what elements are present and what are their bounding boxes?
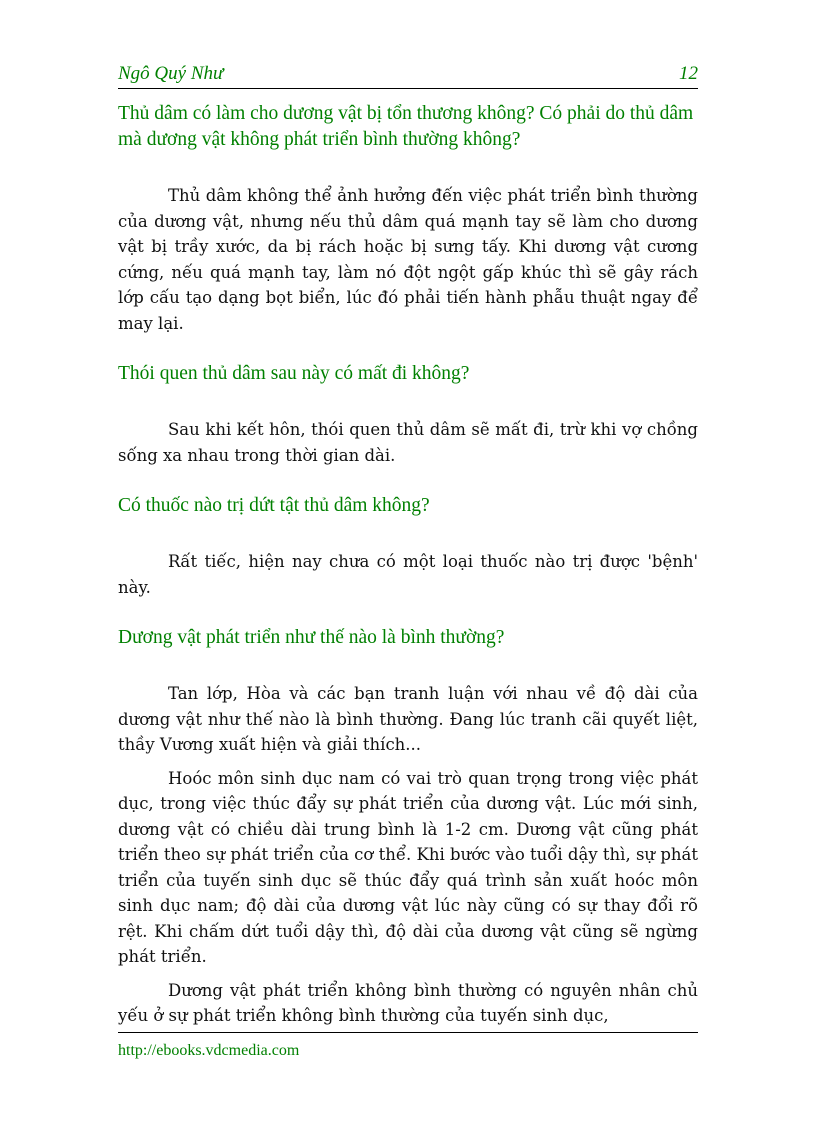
- page-header: [118, 60, 698, 89]
- section-heading: Thủ dâm có làm cho dương vật bị tổn thương không? Có phải do thủ dâm mà dương vật không phát triển bình thường không?: [118, 103, 694, 150]
- footer-divider: [118, 1032, 698, 1033]
- header-author: Ngô Quý Như: [118, 63, 224, 84]
- body-paragraph: Dương vật phát triển không bình thường có nguyên nhân chủ yếu ở sự phát triển không bình thường của tuyến sinh dục,: [118, 980, 698, 1025]
- body-paragraph: Thủ dâm không thể ảnh hưởng đến việc phát triển bình thường của dương vật, nhưng nếu thủ dâm quá mạnh tay sẽ làm cho dương vật bị trầy xước, da bị rách hoặc bị sưng tấy. Khi dương vật cương cứng, nếu quá mạnh tay, làm nó đột ngột gấp khúc thì sẽ gây rách lớp cấu tạo dạng bọt biển, lúc đó phải tiến hành phẫu thuật ngay để may lại.: [118, 186, 698, 333]
- body-paragraph: Tan lớp, Hòa và các bạn tranh luận với nhau về độ dài của dương vật như thế nào là bình thường. Đang lúc tranh cãi quyết liệt, thầy Vương xuất hiện và giải thích...: [118, 684, 698, 754]
- body-paragraph: Sau khi kết hôn, thói quen thủ dâm sẽ mất đi, trừ khi vợ chồng sống xa nhau trong thời gian dài.: [118, 420, 698, 465]
- section-heading: Có thuốc nào trị dứt tật thủ dâm không?: [118, 495, 430, 516]
- body-paragraph: Hoóc môn sinh dục nam có vai trò quan trọng trong việc phát dục, trong việc thúc đẩy sự phát triển của dương vật. Lúc mới sinh, dương vật có chiều dài trung bình là 1-2 cm. Dương vật cũng phát triển theo sự phát triển của cơ thể. Khi bước vào tuổi dậy thì, sự phát triển của tuyến sinh dục sẽ thúc đẩy quá trình sản xuất hoóc môn sinh dục nam; độ dài của dương vật lúc này cũng có sự thay đổi rõ rệt. Khi chấm dứt tuổi dậy thì, độ dài của dương vật cũng sẽ ngừng phát triển.: [118, 768, 698, 966]
- body-paragraph: Rất tiếc, hiện nay chưa có một loại thuốc nào trị được 'bệnh' này.: [118, 552, 698, 597]
- section-heading: Dương vật phát triển như thế nào là bình thường?: [118, 627, 505, 648]
- page-content: [118, 101, 698, 1029]
- footer-url-link[interactable]: http://ebooks.vdcmedia.com: [118, 1042, 300, 1059]
- section-heading: Thói quen thủ dâm sau này có mất đi không?: [118, 363, 470, 384]
- header-page-number: 12: [679, 63, 698, 84]
